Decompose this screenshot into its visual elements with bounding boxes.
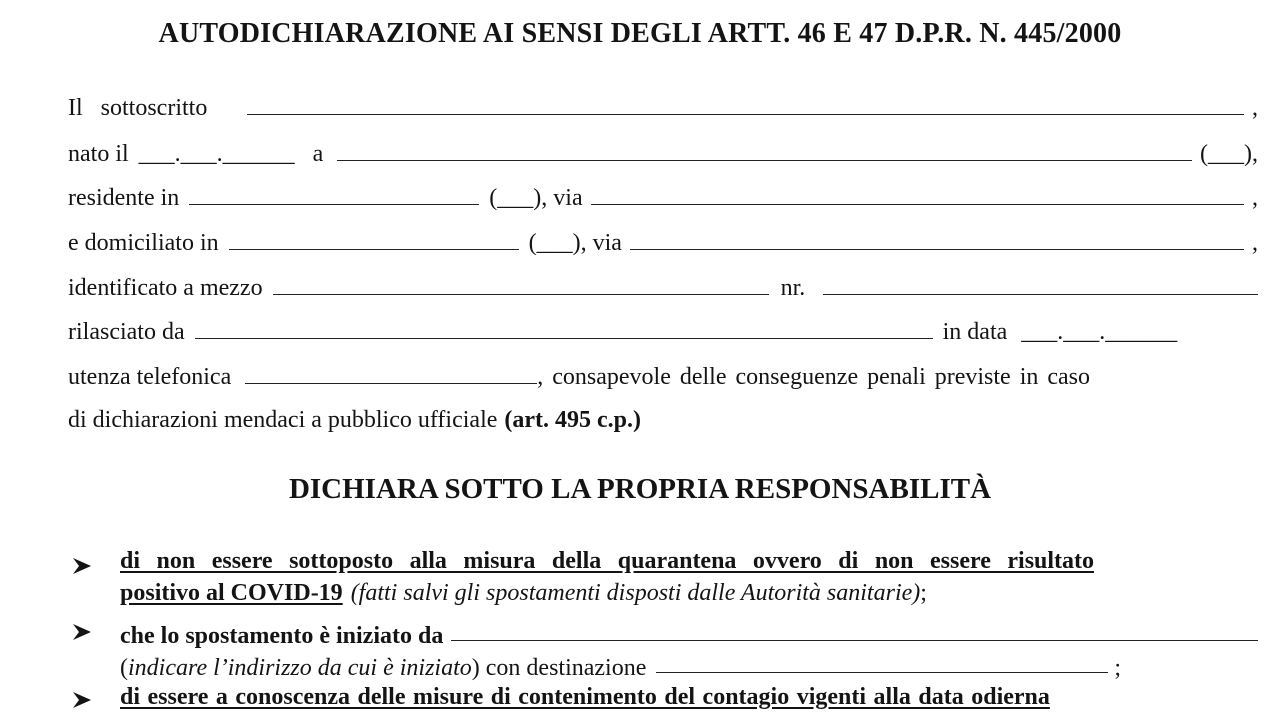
field-comune-residenza[interactable] (189, 203, 479, 205)
line-sottoscritto (68, 84, 1258, 124)
field-destinazione[interactable] (656, 671, 1108, 673)
arrow-bullet-icon (70, 688, 94, 712)
punct: , (1252, 185, 1258, 211)
label-rilasciato-da: rilasciato da (68, 319, 185, 345)
bullet-spostamento-line2 (120, 648, 1258, 682)
label-identificato: identificato a mezzo (68, 275, 263, 301)
line-nato (68, 130, 1258, 170)
bullet-spostamento (68, 616, 1258, 682)
text-con-destinazione: ) con destinazione (471, 655, 647, 681)
field-provincia-residenza[interactable]: (___), via (489, 185, 583, 211)
field-documento[interactable] (273, 293, 769, 295)
field-provincia-nascita[interactable]: (___), (1200, 141, 1258, 167)
field-indirizzo-partenza[interactable] (451, 639, 1258, 641)
line-dichiarazioni (68, 396, 1258, 436)
bullet-quarantena-line2 (120, 580, 1258, 607)
text-fatti-salvi: (fatti salvi gli spostamenti disposti dalle Autorità sanitarie) (350, 580, 921, 606)
text-indicare-indirizzo: indicare l’indirizzo da cui è iniziato (128, 655, 472, 681)
field-data-rilascio[interactable]: ___.___.______ (1021, 319, 1178, 345)
section-title-dichiara: DICHIARA SOTTO LA PROPRIA RESPONSABILITÀ (288, 473, 992, 505)
field-provincia-domicilio[interactable]: (___), via (528, 230, 622, 256)
punct: ; (1114, 655, 1122, 681)
bullet-quarantena (68, 548, 1258, 608)
label-nr: nr. (780, 275, 806, 301)
punct: , (1252, 95, 1258, 121)
label-nato-il: nato il (68, 141, 129, 167)
bullet-conoscenza (68, 684, 1258, 720)
label-domiciliato-in: e domiciliato in (68, 230, 219, 256)
punct: , (1252, 230, 1258, 256)
text-quarantena: di non essere sottoposto alla misura della quarantena ovvero di non essere risultato (120, 548, 1095, 574)
label-a: a (312, 141, 324, 167)
field-nome[interactable] (247, 113, 1244, 115)
text-consapevole: , consapevole delle conseguenze penali previste in caso (537, 364, 1091, 390)
field-data-nascita[interactable]: ___.___.______ (138, 141, 295, 167)
bullet-quarantena-line1 (120, 548, 1258, 575)
bullet-spostamento-line1 (120, 616, 1258, 650)
field-numero-documento[interactable] (823, 293, 1258, 295)
text-conoscenza: di essere a conoscenza delle misure di contenimento del contagio vigenti alla data odierna (120, 684, 1050, 710)
arrow-bullet-icon (70, 554, 94, 578)
label-sottoscritto: Il sottoscritto (68, 95, 208, 121)
field-telefono[interactable] (245, 382, 537, 384)
line-rilasciato (68, 308, 1258, 348)
line-domiciliato (68, 219, 1258, 259)
field-ente-rilascio[interactable] (195, 337, 933, 339)
label-utenza: utenza telefonica (68, 364, 232, 390)
bullet-conoscenza-line1 (120, 684, 1258, 711)
text-covid: positivo al COVID-19 (120, 580, 343, 606)
text-dichiarazioni: di dichiarazioni mendaci a pubblico ufficiale (68, 407, 498, 433)
arrow-bullet-icon (70, 620, 94, 644)
field-comune-domicilio[interactable] (229, 248, 519, 250)
text-spostamento: che lo spostamento è iniziato da (120, 623, 444, 649)
line-residente (68, 174, 1258, 214)
text-art-495: (art. 495 c.p.) (504, 407, 642, 433)
field-luogo-nascita[interactable] (337, 159, 1192, 161)
label-in-data: in data (942, 319, 1008, 345)
line-utenza (68, 353, 1258, 393)
field-via-residenza[interactable] (591, 203, 1244, 205)
punct: ( (120, 655, 128, 681)
line-identificato (68, 264, 1258, 304)
document-title: AUTODICHIARAZIONE AI SENSI DEGLI ARTT. 46 E 47 D.P.R. N. 445/2000 (158, 18, 1122, 49)
label-residente-in: residente in (68, 185, 180, 211)
field-via-domicilio[interactable] (630, 248, 1244, 250)
punct: ; (920, 580, 927, 606)
